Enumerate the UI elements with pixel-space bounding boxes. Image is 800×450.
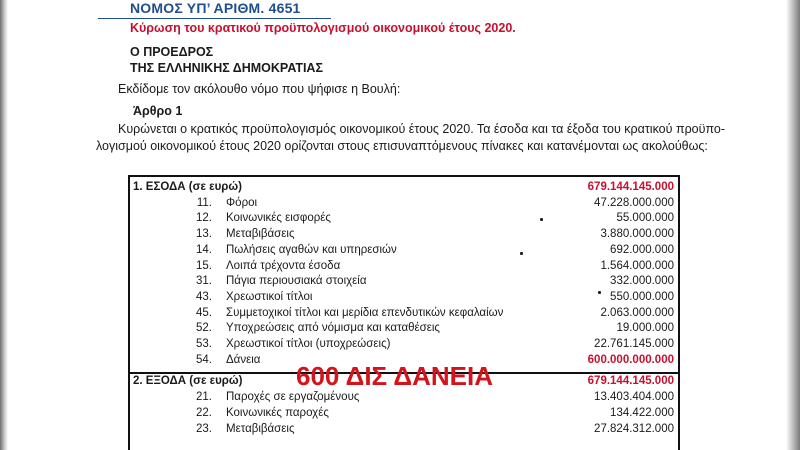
row-value: 332.000.000 bbox=[610, 275, 674, 288]
table-row bbox=[130, 322, 678, 338]
scan-speck bbox=[598, 291, 601, 294]
row-label: Κοινωνικές εισφορές bbox=[226, 212, 331, 225]
president-heading bbox=[130, 44, 323, 76]
row-value: 550.000.000 bbox=[610, 290, 674, 303]
left-page-edge bbox=[0, 0, 8, 450]
table-row bbox=[130, 338, 678, 354]
section-total: 679.144.145.000 bbox=[587, 181, 674, 193]
table-row bbox=[130, 275, 678, 291]
right-page-edge bbox=[786, 0, 800, 450]
row-label: Πάγια περιουσιακά στοιχεία bbox=[226, 275, 367, 288]
row-value: 600.000.000.000 bbox=[587, 353, 674, 366]
article-heading: Άρθρο 1 bbox=[133, 104, 183, 118]
row-value: 47.228.000.000 bbox=[594, 196, 674, 209]
table-row bbox=[130, 291, 678, 307]
section-label: 2. ΕΞΟΔΑ (σε ευρώ) bbox=[133, 375, 243, 388]
row-code: 43. bbox=[196, 290, 212, 303]
row-value: 2.063.000.000 bbox=[600, 306, 674, 319]
row-label: Συμμετοχικοί τίτλοι και μερίδια επενδυτικών κεφαλαίων bbox=[226, 306, 504, 319]
table-row bbox=[130, 197, 678, 213]
row-label: Πωλήσεις αγαθών και υπηρεσιών bbox=[226, 243, 397, 256]
row-code: 22. bbox=[196, 406, 212, 419]
budget-table bbox=[128, 175, 680, 450]
president-line-2: ΤΗΣ ΕΛΛΗΝΙΚΗΣ ΔΗΜΟΚΡΑΤΙΑΣ bbox=[130, 61, 323, 75]
table-row bbox=[130, 212, 678, 228]
row-code: 45. bbox=[196, 306, 212, 319]
table-row bbox=[130, 391, 678, 407]
table-row bbox=[130, 307, 678, 323]
row-label: Κοινωνικές παροχές bbox=[226, 406, 329, 419]
row-label: Χρεωστικοί τίτλοι (υποχρεώσεις) bbox=[226, 338, 391, 350]
table-row bbox=[130, 260, 678, 276]
table-row bbox=[130, 244, 678, 260]
section-total: 679.144.145.000 bbox=[587, 375, 674, 388]
row-code: 52. bbox=[196, 322, 212, 335]
table-row bbox=[130, 228, 678, 244]
row-code: 31. bbox=[196, 275, 212, 288]
article-paragraph: Κυρώνεται ο κρατικός προϋπολογισμός οικονομικού έτους 2020. Τα έσοδα και τα έξοδα του κρατικού προϋπο-λογισμού οικονομικού έτους 2020 ορίζονται στους επισυναπτόμενους πίνακες και κατανέμονται ως ακολούθως: bbox=[96, 122, 726, 153]
row-label: Χρεωστικοί τίτλοι bbox=[226, 290, 313, 303]
row-value: 22.761.145.000 bbox=[594, 338, 674, 350]
row-code: 21. bbox=[196, 391, 212, 404]
row-code: 23. bbox=[196, 422, 212, 435]
row-label: Μεταβιβάσεις bbox=[226, 228, 295, 241]
president-line-1: Ο ΠΡΟΕΔΡΟΣ bbox=[130, 45, 214, 59]
row-label: Υποχρεώσεις από νόμισμα και καταθέσεις bbox=[226, 322, 440, 335]
row-value: 55.000.000 bbox=[616, 212, 674, 225]
revenue-section-header bbox=[130, 181, 678, 197]
section-label: 1. ΕΣΟΔΑ (σε ευρώ) bbox=[133, 181, 242, 193]
row-label: Φόροι bbox=[226, 196, 258, 209]
row-value: 692.000.000 bbox=[610, 243, 674, 256]
row-code: 11. bbox=[196, 196, 212, 209]
row-value: 19.000.000 bbox=[616, 322, 674, 335]
row-label: Δάνεια bbox=[226, 353, 261, 366]
row-code: 12. bbox=[196, 212, 212, 225]
scan-speck bbox=[540, 218, 543, 221]
row-label: Λοιπά τρέχοντα έσοδα bbox=[226, 259, 341, 272]
table-row bbox=[130, 423, 678, 439]
row-code: 54. bbox=[196, 353, 212, 366]
scan-speck bbox=[520, 252, 523, 255]
row-value: 134.422.000 bbox=[610, 406, 674, 419]
law-title: ΝΟΜΟΣ ΥΠ’ ΑΡΙΘΜ. 4651 bbox=[130, 0, 301, 16]
decree-line: Εκδίδομε τον ακόλουθο νόμο που ψήφισε η Βουλή: bbox=[118, 82, 401, 96]
row-value: 13.403.404.000 bbox=[594, 391, 674, 404]
overlay-caption: 600 ΔΙΣ ΔΑΝΕΙΑ bbox=[296, 361, 493, 391]
row-label: Μεταβιβάσεις bbox=[226, 422, 295, 435]
row-value: 27.824.312.000 bbox=[594, 422, 674, 435]
row-code: 13. bbox=[196, 228, 212, 241]
table-row bbox=[130, 407, 678, 423]
law-subtitle: Κύρωση του κρατικού προϋπολογισμού οικονομικού έτους 2020. bbox=[130, 21, 516, 35]
row-code: 53. bbox=[196, 338, 212, 350]
row-value: 1.564.000.000 bbox=[600, 259, 674, 272]
row-code: 14. bbox=[196, 243, 212, 256]
row-label: Παροχές σε εργαζομένους bbox=[226, 391, 360, 404]
row-value: 3.880.000.000 bbox=[600, 228, 674, 241]
row-code: 15. bbox=[196, 259, 212, 272]
